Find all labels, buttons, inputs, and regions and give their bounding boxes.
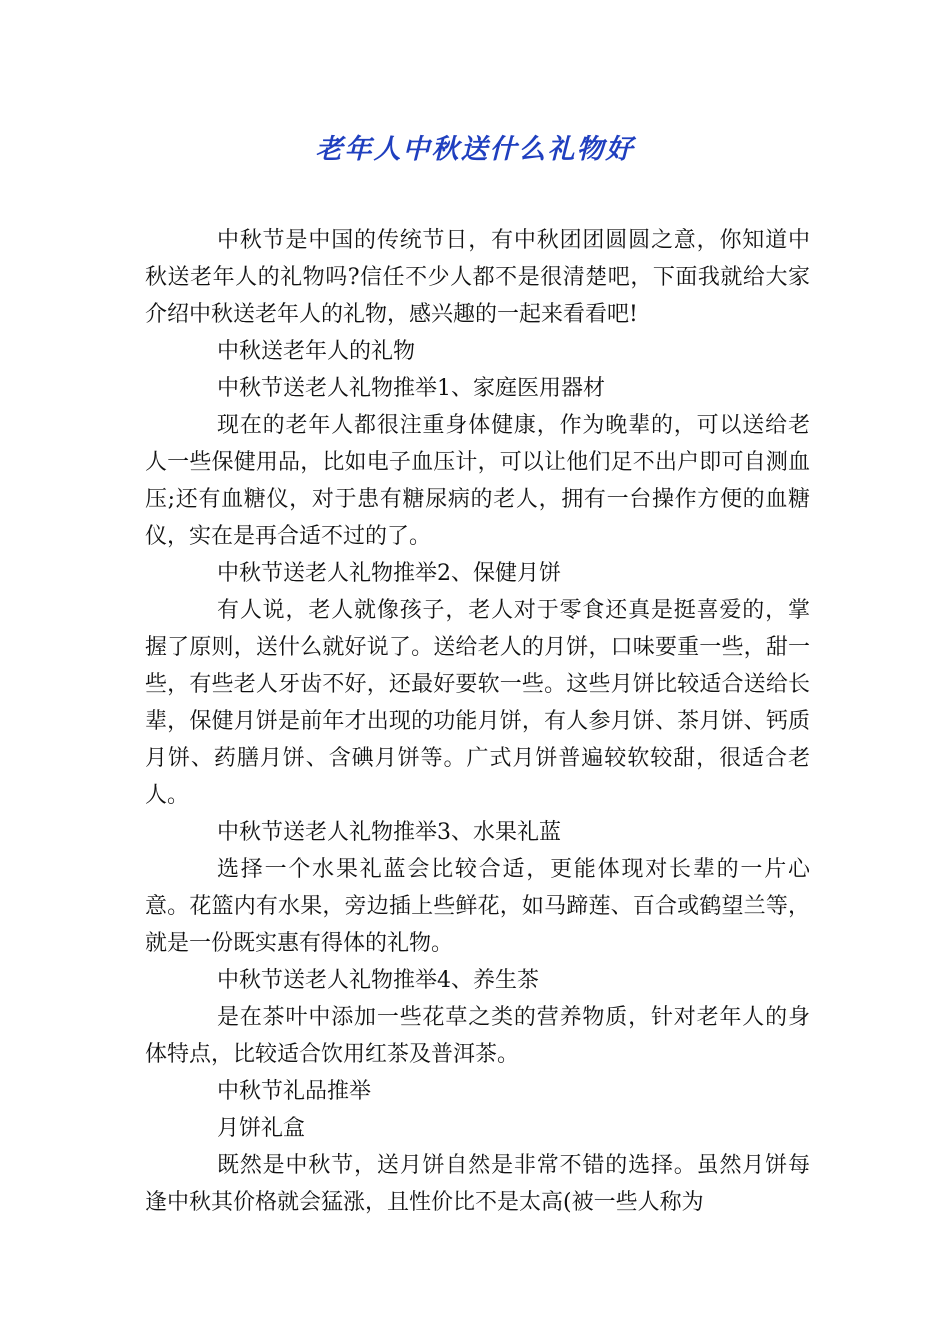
recommendation-paragraph-3: 选择一个水果礼蓝会比较合适，更能体现对长辈的一片心意。花篮内有水果，旁边插上些鲜花，如马蹄莲、百合或鹤望兰等，就是一份既实惠有得体的礼物。 xyxy=(145,857,810,956)
intro-paragraph: 中秋节是中国的传统节日，有中秋团团圆圆之意，你知道中秋送老年人的礼物吗?信任不少人都不是很清楚吧，下面我就给大家介绍中秋送老年人的礼物，感兴趣的一起来看看吧! xyxy=(145,228,810,327)
section-heading-products: 中秋节礼品推举 xyxy=(217,1079,372,1104)
product-heading-mooncake-box: 月饼礼盒 xyxy=(217,1116,306,1141)
recommendation-paragraph-1: 现在的老年人都很注重身体健康，作为晚辈的，可以送给老人一些保健用品，比如电子血压计，可以让他们足不出户即可自测血压;还有血糖仪，对于患有糖尿病的老人，拥有一台操作方便的血糖仪，实在是再合适不过的了。 xyxy=(145,413,810,549)
product-paragraph-mooncake-box: 既然是中秋节，送月饼自然是非常不错的选择。虽然月饼每逢中秋其价格就会猛涨，且性价比不是太高(被一些人称为 xyxy=(145,1153,810,1215)
section-heading-gifts: 中秋送老年人的礼物 xyxy=(217,339,416,364)
document-title: 老年人中秋送什么礼物好 xyxy=(315,134,635,165)
recommendation-heading-2: 中秋节送老人礼物推举2、保健月饼 xyxy=(217,561,561,586)
recommendation-paragraph-4: 是在茶叶中添加一些花草之类的营养物质，针对老年人的身体特点，比较适合饮用红茶及普洱茶。 xyxy=(145,1005,810,1067)
recommendation-paragraph-2: 有人说，老人就像孩子，老人对于零食还真是挺喜爱的，掌握了原则，送什么就好说了。送给老人的月饼，口味要重一些，甜一些，有些老人牙齿不好，还最好要软一些。这些月饼比较适合送给长辈，保健月饼是前年才出现的功能月饼，有人参月饼、茶月饼、钙质月饼、药膳月饼、含碘月饼等。广式月饼普遍较软较甜，很适合老人。 xyxy=(145,598,810,808)
recommendation-heading-1: 中秋节送老人礼物推举1、家庭医用器材 xyxy=(217,376,605,401)
recommendation-heading-3: 中秋节送老人礼物推举3、水果礼蓝 xyxy=(217,820,561,845)
recommendation-heading-4: 中秋节送老人礼物推举4、养生茶 xyxy=(217,968,539,993)
document-body xyxy=(145,222,810,1221)
